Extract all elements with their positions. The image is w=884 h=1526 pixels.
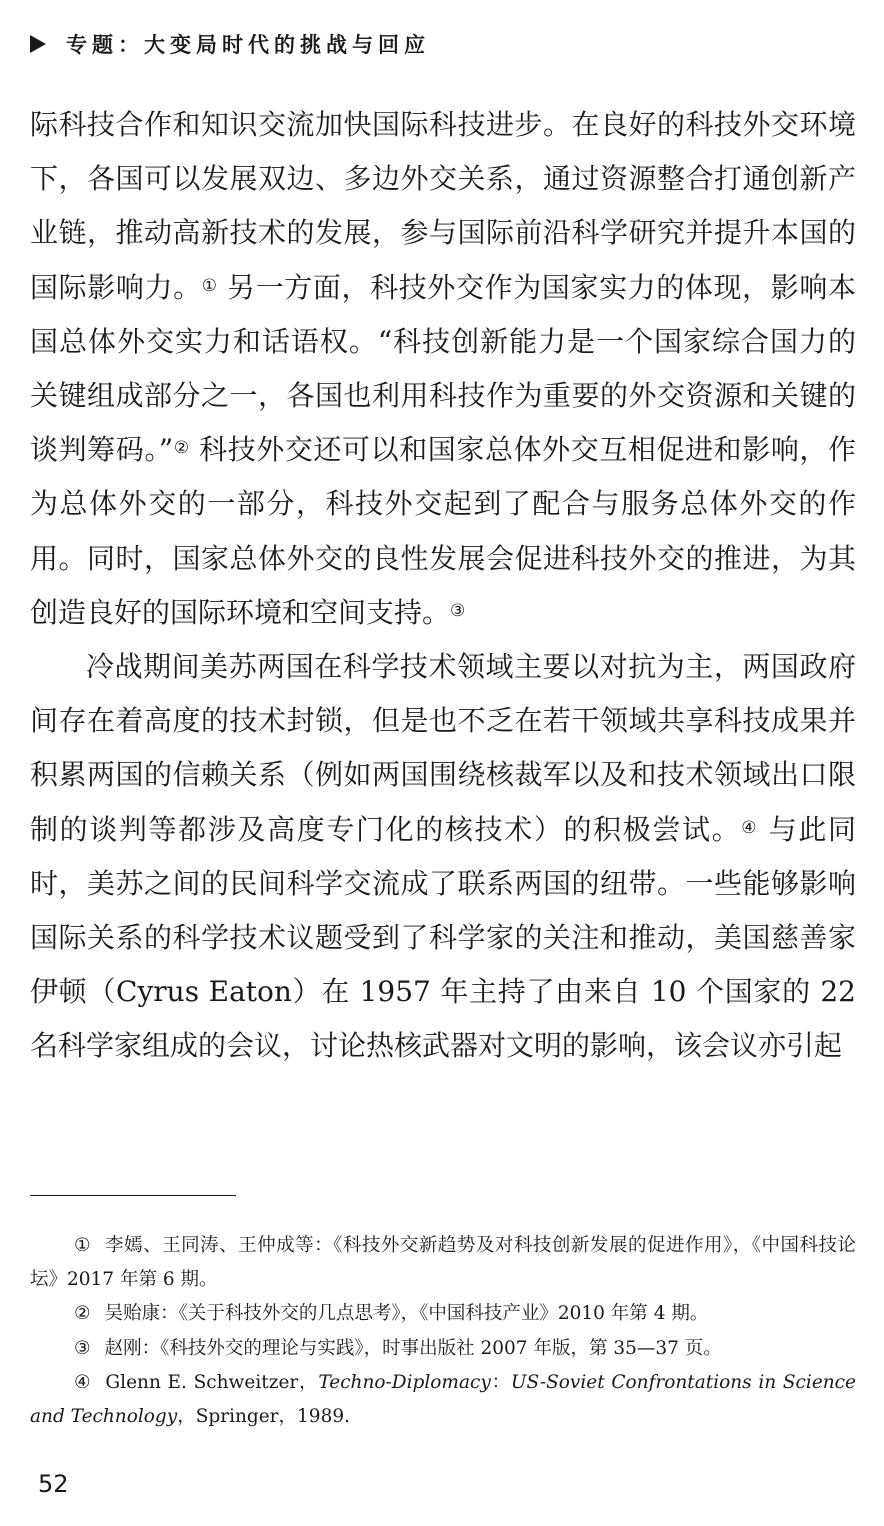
footnote-4 <box>30 1366 856 1434</box>
footnote-text: 赵刚：《科技外交的理论与实践》，时事出版社 2007 年版，第 35—37 页。 <box>104 1337 722 1359</box>
footnote-author: Glenn E. Schweitzer， <box>105 1371 319 1393</box>
footnote-ref-1[interactable]: ① <box>201 275 218 296</box>
footnote-publisher: ，Springer，1989. <box>177 1406 350 1428</box>
footnote-text: 吴贻康：《关于科技外交的几点思考》，《中国科技产业》2010 年第 4 期。 <box>104 1303 709 1325</box>
paragraph-text: 与此同时，美苏之间的民间科学交流成了联系两国的纽带。一些能够影响国际关系的科学技术议题受到了科学家的关注和推动，美国慈善家伊顿（Cyrus Eaton）在 1957 年主持了由来自 10 个国家的 22 名科学家组成的会议，讨论热核武器对文明的影响，该会议亦引起 <box>30 812 856 1063</box>
running-header <box>30 28 430 60</box>
footnote-3 <box>30 1332 856 1366</box>
footnote-1 <box>30 1229 856 1297</box>
footnote-book-subtitle: US-Soviet Confrontations in Science and Technology <box>30 1371 856 1428</box>
footnote-mark: ③ <box>74 1337 91 1359</box>
paragraph-text: 另一方面，科技外交作为国家实力的体现，影响本国总体外交实力和话语权。“科技创新能力是一个国家综合国力的关键组成部分之一，各国也利用科技作为重要的外交资源和关键的谈判筹码。” <box>30 270 856 467</box>
footnote-ref-3[interactable]: ③ <box>450 600 466 621</box>
footnote-mark: ① <box>74 1235 92 1256</box>
paragraph-text: 科技外交还可以和国家总体外交互相促进和影响，作为总体外交的一部分，科技外交起到了配合与服务总体外交的作用。同时，国家总体外交的良性发展会促进科技外交的推进，为其创造良好的国际环境和空间支持。 <box>30 433 856 629</box>
footnote-mark: ④ <box>74 1371 92 1393</box>
footnote-separator: ： <box>490 1371 511 1393</box>
footnote-ref-2[interactable]: ② <box>173 438 190 459</box>
paragraph-1 <box>30 98 856 640</box>
paragraph-text: 际科技合作和知识交流加快国际科技进步。在良好的科技外交环境下，各国可以发展双边、多边外交关系，通过资源整合打通创新产业链，推动高新技术的发展，参与国际前沿科学研究并提升本国的国际影响力。 <box>30 108 856 304</box>
paragraph-2 <box>30 640 856 1074</box>
footnote-2 <box>30 1297 856 1331</box>
footnote-text: 李嫣、王同涛、王仲成等：《科技外交新趋势及对科技创新发展的促进作用》，《中国科技论坛》2017 年第 6 期。 <box>30 1235 856 1291</box>
paragraph-text: 冷战期间美苏两国在科学技术领域主要以对抗为主，两国政府间存在着高度的技术封锁，但是也不乏在若干领域共享科技成果并积累两国的信赖关系（例如两国围绕核裁军以及和技术领域出口限制的谈判等都涉及高度专门化的核技术）的积极尝试。 <box>30 650 856 846</box>
footnote-divider <box>30 1195 236 1196</box>
footnotes <box>30 1229 856 1434</box>
page-number: 52 <box>38 1470 69 1498</box>
footnote-book-title: Techno-Diplomacy <box>318 1371 491 1393</box>
header-title: 专题：大变局时代的挑战与回应 <box>66 33 430 57</box>
triangle-right-icon <box>30 35 46 53</box>
footnote-ref-4[interactable]: ④ <box>741 817 759 838</box>
footnote-mark: ② <box>74 1303 91 1325</box>
body-text <box>30 98 856 1074</box>
